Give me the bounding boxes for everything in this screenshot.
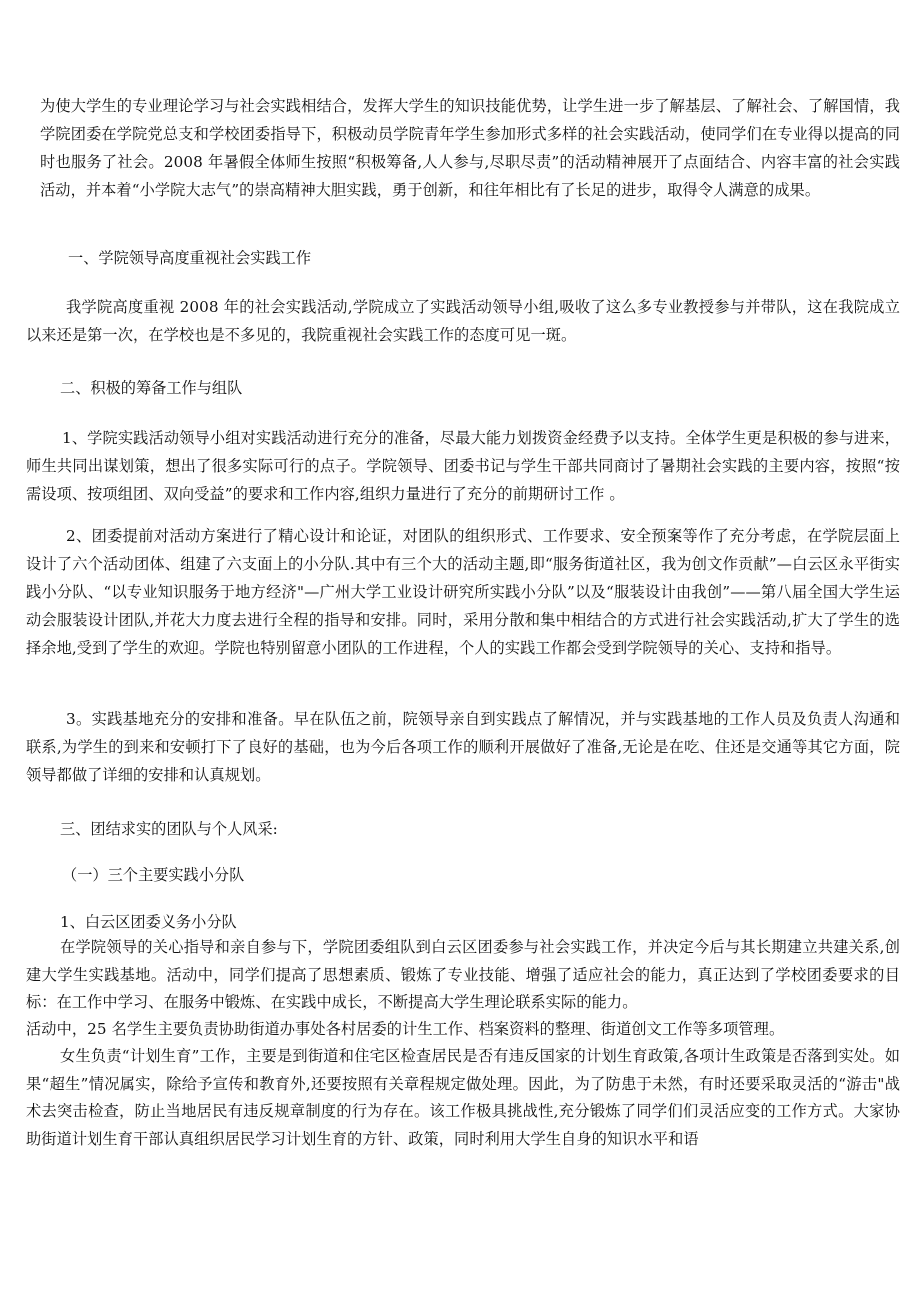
team-heading-baiyun: 1、白云区团委义务小分队 [60, 913, 237, 931]
section-heading-3: 三、团结求实的团队与个人风采: [60, 820, 278, 838]
section-2-item-3: 3。实践基地充分的安排和准备。早在队伍之前，院领导亲自到实践点了解情况，并与实践基地的工作人员及负责人沟通和联系,为学生的到来和安顿打下了良好的基础，也为今后各项工作的顺利开展做好了准备,无论是在吃、住还是交通等其它方面，院领导都做了详细的安排和认真规划。 [26, 710, 900, 784]
section-heading-1: 一、学院领导高度重视社会实践工作 [68, 249, 311, 267]
section-3-paragraph-1: 在学院领导的关心指导和亲自参与下，学院团委组队到白云区团委参与社会实践工作，并决定今后与其长期建立共建关系,创建大学生实践基地。活动中，同学们提高了思想素质、锻炼了专业技能、增强了适应社会的能力，真正达到了学校团委要求的目标：在工作中学习、在服务中锻炼、在实践中成长，不断提高大学生理论联系实际的能力。 [26, 938, 900, 1011]
section-3-paragraph-3: 女生负责“计划生育”工作，主要是到街道和住宅区检查居民是否有违反国家的计划生育政策,各项计生政策是否落到实处。如果“超生”情况属实，除给予宣传和教育外,还要按照有关章程规定做处理。因此，为了防患于未然，有时还要采取灵活的“游击"战术去突击检查，防止当地居民有违反规章制度的行为存在。该工作极具挑战性,充分锻炼了同学们们灵活应变的工作方式。大家协助街道计划生育干部认真组织居民学习计划生育的方针、政策，同时利用大学生自身的知识水平和语 [26, 1047, 900, 1148]
section-heading-2: 二、积极的筹备工作与组队 [60, 379, 243, 397]
subsection-heading-3-1: （一）三个主要实践小分队 [62, 866, 245, 884]
section-3-paragraph-2: 活动中，25 名学生主要负责协助街道办事处各村居委的计生工作、档案资料的整理、街道创文工作等多项管理。 [26, 1020, 785, 1038]
section-2-item-2: 2、团委提前对活动方案进行了精心设计和论证，对团队的组织形式、工作要求、安全预案等作了充分考虑，在学院层面上设计了六个活动团体、组建了六支面上的小分队.其中有三个大的活动主题,即“服务街道社区，我为创文作贡献”—白云区永平街实践小分队、“以专业知识服务于地方经济"—广州大学工业设计研究所实践小分队”以及“服装设计由我创”——第八届全国大学生运动会服装设计团队,并花大力度去进行全程的指导和安排。同时，采用分散和集中相结合的方式进行社会实践活动,扩大了学生的选择余地,受到了学生的欢迎。学院也特别留意小团队的工作进程，个人的实践工作都会受到学院领导的关心、支持和指导。 [26, 527, 900, 657]
intro-paragraph: 为使大学生的专业理论学习与社会实践相结合，发挥大学生的知识技能优势，让学生进一步了解基层、了解社会、了解国情，我学院团委在学院党总支和学校团委指导下，积极动员学院青年学生参加形式多样的社会实践活动，使同学们在专业得以提高的同时也服务了社会。2008 年暑假全体师生按照“积极筹备,人人参与,尽职尽责”的活动精神展开了点面结合、内容丰富的社会实践活动，并本着“小学院大志气”的崇高精神大胆实践，勇于创新，和往年相比有了长足的进步，取得令人满意的成果。 [40, 97, 900, 199]
section-2-item-1: 1、学院实践活动领导小组对实践活动进行充分的准备，尽最大能力划拨资金经费予以支持。全体学生更是积极的参与进来，师生共同出谋划策，想出了很多实际可行的点子。学院领导、团委书记与学生干部共同商讨了暑期社会实践的主要内容，按照“按需设项、按项组团、双向受益”的要求和工作内容,组织力量进行了充分的前期研讨工作 。 [26, 429, 900, 503]
section-1-paragraph: 我学院高度重视 2008 年的社会实践活动,学院成立了实践活动领导小组,吸收了这么多专业教授参与并带队，这在我院成立以来还是第一次，在学校也是不多见的，我院重视社会实践工作的态度可见一斑。 [26, 298, 900, 344]
